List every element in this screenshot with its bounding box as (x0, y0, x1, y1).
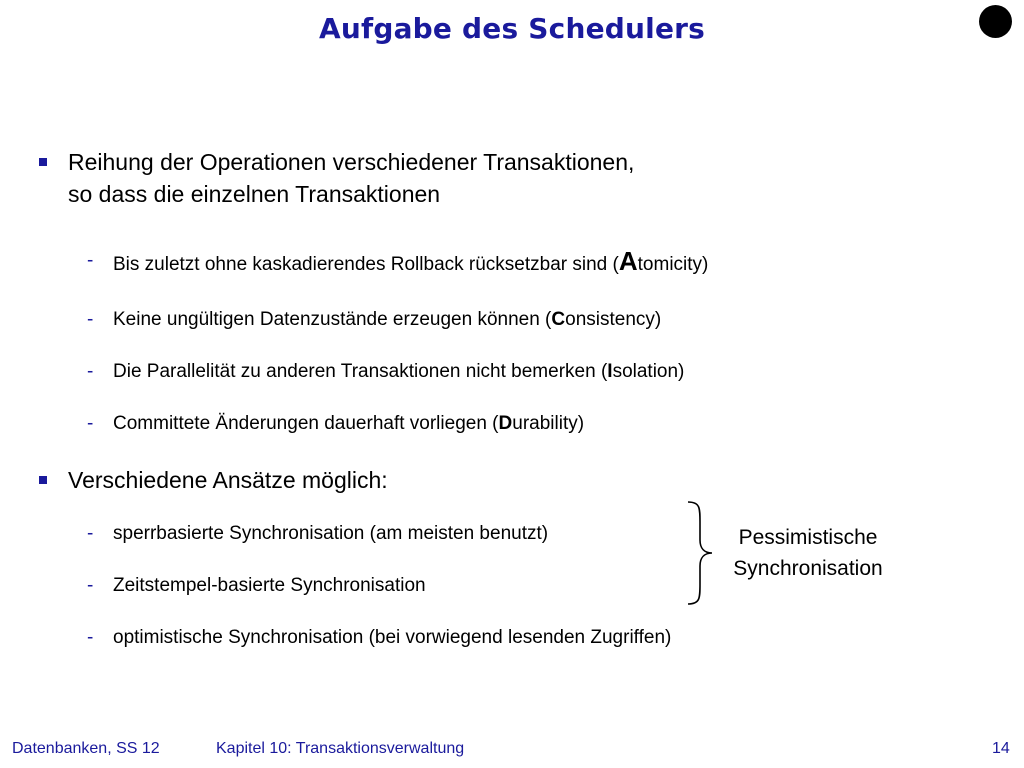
dash-marker: - (87, 523, 94, 544)
dash-marker: - (87, 627, 94, 648)
brace-label-line2: Synchronisation (733, 557, 883, 580)
dash-marker: - (87, 309, 94, 330)
durability-pre: Committete Änderungen dauerhaft vorliegen ( (113, 413, 499, 434)
brace-label (708, 522, 908, 584)
sub-item-text (113, 359, 684, 385)
bullet-text-line2: so dass die einzelnen Transaktionen (68, 181, 441, 207)
sub-item-text: Zeitstempel-basierte Synchronisation (113, 575, 426, 596)
dash-marker: - (87, 250, 94, 271)
durability-letter: D (498, 413, 513, 434)
isolation-letter: I (607, 361, 613, 382)
atomicity-post: tomicity) (637, 254, 709, 275)
consistency-letter: C (551, 309, 566, 330)
bullet-text-line1: Verschiedene Ansätze möglich: (68, 467, 388, 493)
isolation-post: solation) (612, 361, 685, 382)
sub-item-text: optimistische Synchronisation (bei vorwiegend lesenden Zugriffen) (113, 627, 672, 648)
consistency-pre: Keine ungültigen Datenzustände erzeugen können ( (113, 309, 552, 330)
sub-item-text (113, 248, 708, 278)
sub-item-text: sperrbasierte Synchronisation (am meisten benutzt) (113, 523, 549, 544)
sub-item-text (113, 307, 661, 333)
footer-chapter: Kapitel 10: Transaktionsverwaltung (216, 740, 465, 757)
square-bullet-icon (39, 158, 47, 166)
slide-title: Aufgabe des Schedulers (318, 12, 706, 45)
sub-item-text (113, 411, 584, 437)
consistency-post: onsistency) (565, 309, 662, 330)
durability-post: urability) (512, 413, 585, 434)
dash-marker: - (87, 413, 94, 434)
dash-marker: - (87, 575, 94, 596)
square-bullet-icon (39, 476, 47, 484)
dash-marker: - (87, 361, 94, 382)
atomicity-letter: A (618, 246, 638, 276)
footer-page-number: 14 (992, 740, 1010, 757)
brace-label-line1: Pessimistische (738, 526, 878, 549)
isolation-pre: Die Parallelität zu anderen Transaktionen nicht bemerken ( (113, 361, 608, 382)
footer-course: Datenbanken, SS 12 (12, 740, 160, 757)
atomicity-pre: Bis zuletzt ohne kaskadierendes Rollback rücksetzbar sind ( (113, 254, 619, 275)
bullet-text-line1: Reihung der Operationen verschiedener Transaktionen, (68, 149, 635, 175)
corner-dot-icon (979, 5, 1012, 38)
